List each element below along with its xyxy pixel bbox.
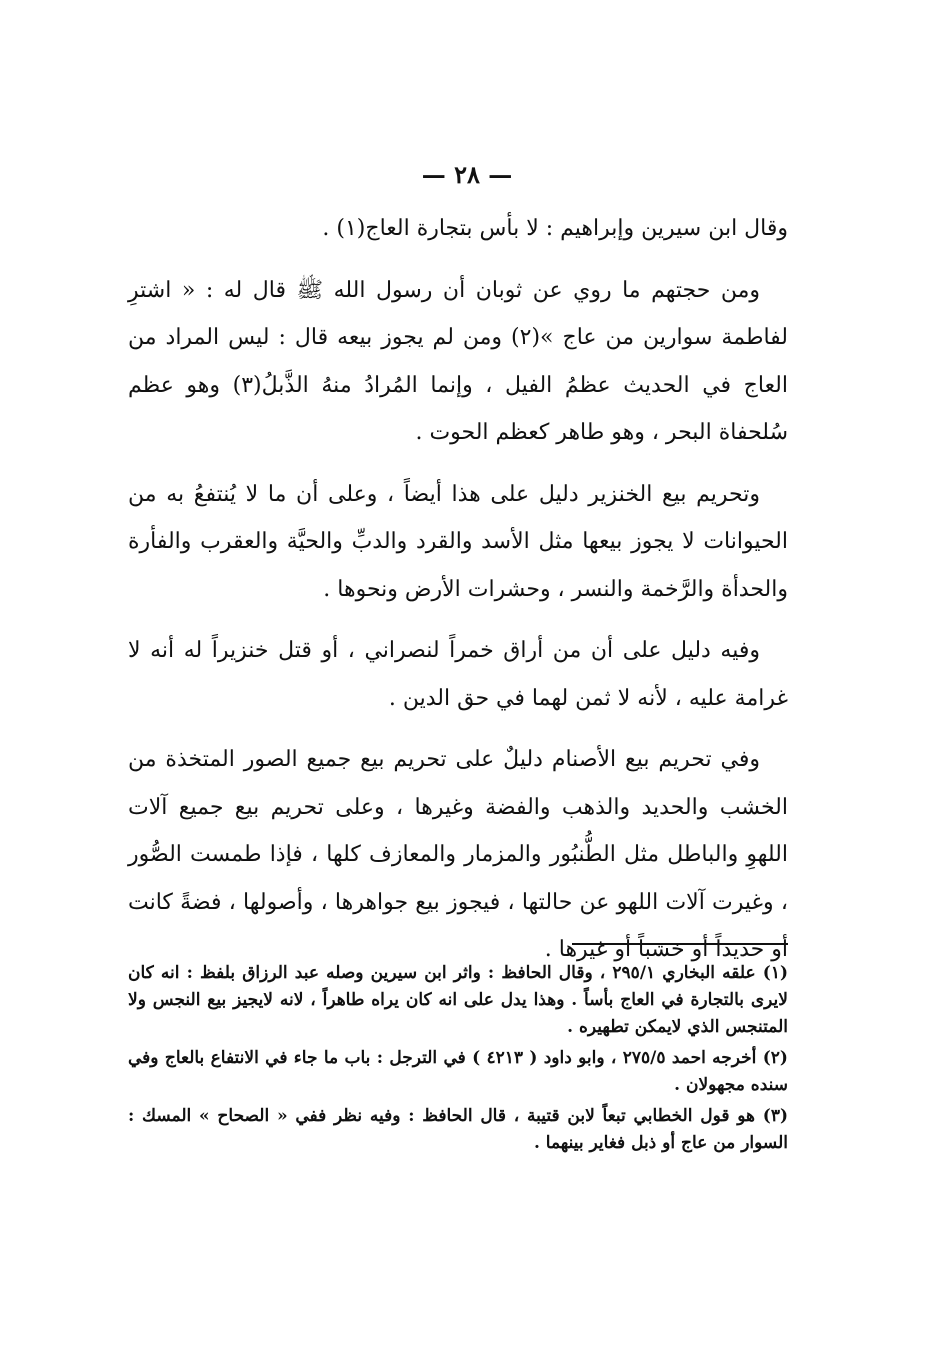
paragraph-2: ومن حجتهم ما روي عن ثوبان أن رسول الله ﷺ قال له : « اشترِ لفاطمة سوارين من عاج »(٢) ومن لم يجوز بيعه قال : ليس المراد من العاج في الحديث عظمُ الفيل ، وإنما المُرادُ منهُ الذَّبلُ(٣) وهو عظم سُلحفاة البحر ، وهو طاهر كعظم الحوت . [128, 277, 788, 445]
page-number: — ٢٨ — [421, 160, 513, 189]
footnotes [128, 960, 788, 1161]
footnote-1: (١) علقه البخاري ٢٩٥/١ ، وقال الحافظ : واثر ابن سيرين وصله عبد الرزاق بلفظ : انه كان لايرى بالتجارة في العاج بأساً . وهذا يدل على انه كان يراه طاهراً ، لانه لايجيز بيع النجس ولا المتنجس الذي لايمكن تطهيره . [128, 963, 788, 1037]
paragraph-5: وفي تحريم بيع الأصنام دليلٌ على تحريم بيع جميع الصور المتخذة من الخشب والحديد والذهب والفضة وغيرها ، وعلى تحريم بيع جميع آلات اللهوِ والباطل مثل الطُّنبُور والمزمار والمعازف كلها ، فإذا طمست الصُّور ، وغيرت آلات اللهو عن حالتها ، فيجوز بيع جواهرها ، وأصولها ، فضةً كانت أو حديداً أو خشباً أو غيرها . [128, 747, 788, 962]
footnote-3: (٣) هو قول الخطابي تبعاً لابن قتيبة ، قال الحافظ : وفيه نظر ففي « الصحاح » المسك : السوار من عاج أو ذبل فغاير بينهما . [128, 1106, 788, 1153]
footnote-divider [572, 943, 788, 945]
footnote-2: (٢) أخرجه احمد ٢٧٥/٥ ، وابو داود ( ٤٢١٣ ) في الترجل : باب ما جاء في الانتفاع بالعاج وفي سنده مجهولان . [128, 1048, 788, 1095]
main-text [128, 205, 788, 988]
paragraph-4: وفيه دليل على أن من أراق خمراً لنصراني ، أو قتل خنزيراً له أنه لا غرامة عليه ، لأنه لا ثمن لهما في حق الدين . [128, 638, 788, 711]
paragraph-3: وتحريم بيع الخنزير دليل على هذا أيضاً ، وعلى أن ما لا يُنتفعُ به من الحيوانات لا يجوز بيعها مثل الأسد والقرد والدبِّ والحيَّة والعقرب والفأرة والحدأة والرَّخمة والنسر ، وحشرات الأرض ونحوها . [128, 481, 788, 602]
paragraph-1: وقال ابن سيرين وإبراهيم : لا بأس بتجارة العاج(١) . [322, 216, 788, 241]
